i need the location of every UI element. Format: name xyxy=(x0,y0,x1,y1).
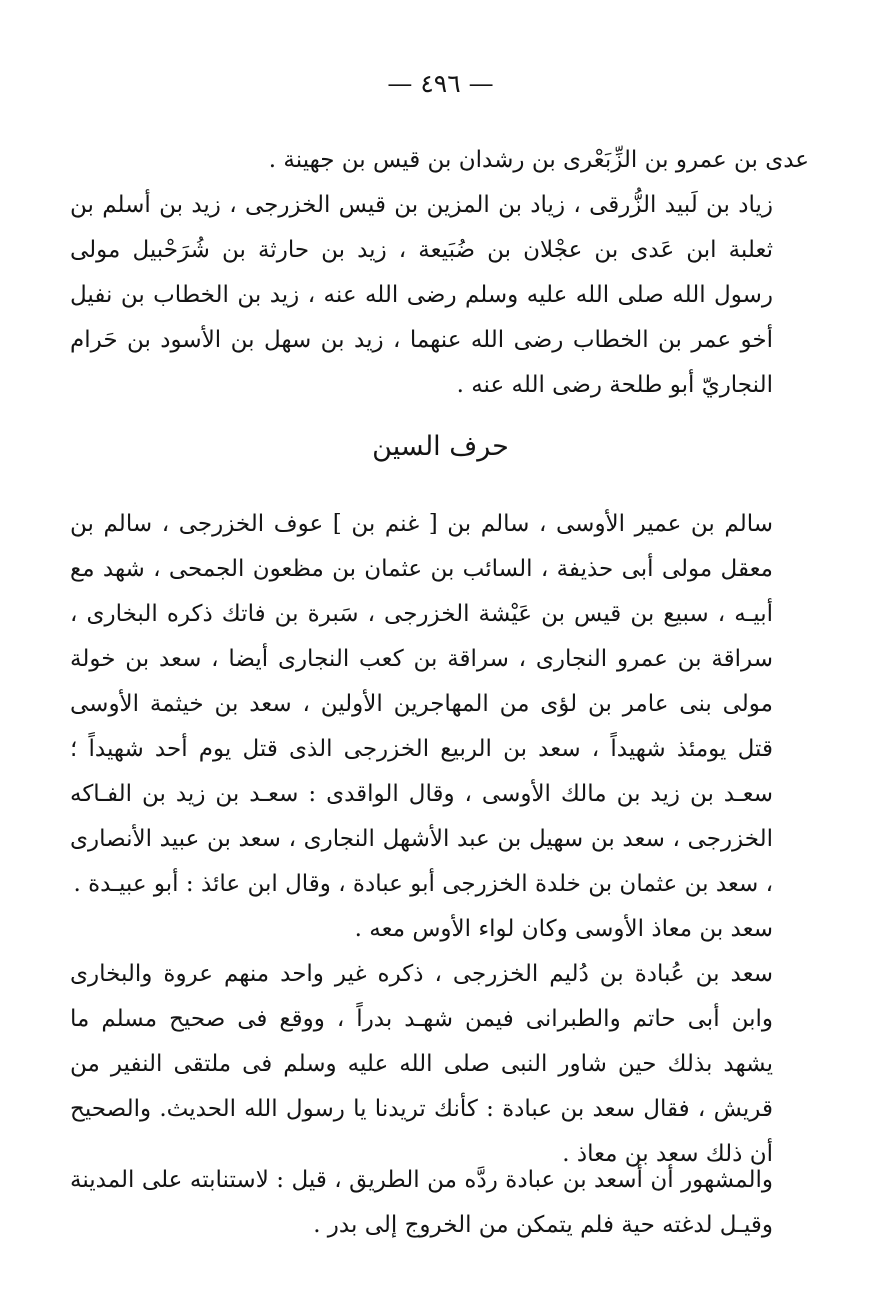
text-block-saad-ubada xyxy=(70,952,809,1177)
paragraph: زياد بن لَبيد الزُّرقى ، زياد بن المزين بن قيس الخزرجى ، زيد بن أسلم بن ثعلبة ابن عَدى بن عجْلان بن ضُبَيعة ، زيد بن حارثة بن شُرَحْبيل مولى رسول الله صلى الله عليه وسلم رضى الله عنه ، زيد بن الخطاب بن نفيل أخو عمر بن الخطاب رضى الله عنهما ، زيد بن سهل بن الأسود بن حَرام النجاريّ أبو طلحة رضى الله عنه . xyxy=(70,192,773,398)
paragraph: عدى بن عمرو بن الزِّبَعْرى بن رشدان بن قيس بن جهينة . xyxy=(268,147,809,173)
paragraph: سعد بن معاذ الأوسى وكان لواء الأوس معه . xyxy=(354,916,773,942)
text-block-end xyxy=(70,1158,809,1248)
paragraph: والمشهور أن أسعد بن عبادة ردَّه من الطريق ، قيل : لاستنابته على المدينة وقيـل لدغته حية فلم يتمكن من الخروج إلى بدر . xyxy=(70,1167,773,1238)
page-number: — ٤٩٦ — xyxy=(387,69,494,98)
section-heading: حرف السين xyxy=(372,431,509,462)
paragraph: سعد بن عُبادة بن دُليم الخزرجى ، ذكره غير واحد منهم عروة والبخارى وابن أبى حاتم والطبرانى فيمن شهـد بدراً ، ووقع فى صحيح مسلم ما يشهد بذلك حين شاور النبى صلى الله عليه وسلم فى ملتقى النفير من قريش ، فقال سعد بن عبادة : كأنك تريدنا يا رسول الله الحديث. والصحيح أن ذلك سعد بن معاذ . xyxy=(70,961,773,1167)
text-block-sin xyxy=(70,502,809,952)
paragraph: سالم بن عمير الأوسى ، سالم بن [ غنم بن ] عوف الخزرجى ، سالم بن معقل مولى أبى حذيفة ، السائب بن عثمان بن مظعون الجمحى ، شهد مع أبيـه ، سبيع بن قيس بن عَيْشة الخزرجى ، سَبرة بن فاتك ذكره البخارى ، سراقة بن عمرو النجارى ، سراقة بن كعب النجارى أيضا ، سعد بن خولة مولى بنى عامر بن لؤى من المهاجرين الأولين ، سعد بن خيثمة الأوسى قتل يومئذ شهيداً ، سعد بن الربيع الخزرجى الذى قتل يوم أحد شهيداً ؛ سعـد بن زيد بن مالك الأوسى ، وقال الواقدى : سعـد بن زيد بن الفـاكه الخزرجى ، سعد بن سهيل بن عبد الأشهل النجارى ، سعد بن عبيد الأنصارى ، سعد بن عثمان بن خلدة الخزرجى أبو عبادة ، وقال ابن عائذ : أبو عبيـدة . xyxy=(70,511,773,897)
text-block-zay xyxy=(70,138,809,408)
